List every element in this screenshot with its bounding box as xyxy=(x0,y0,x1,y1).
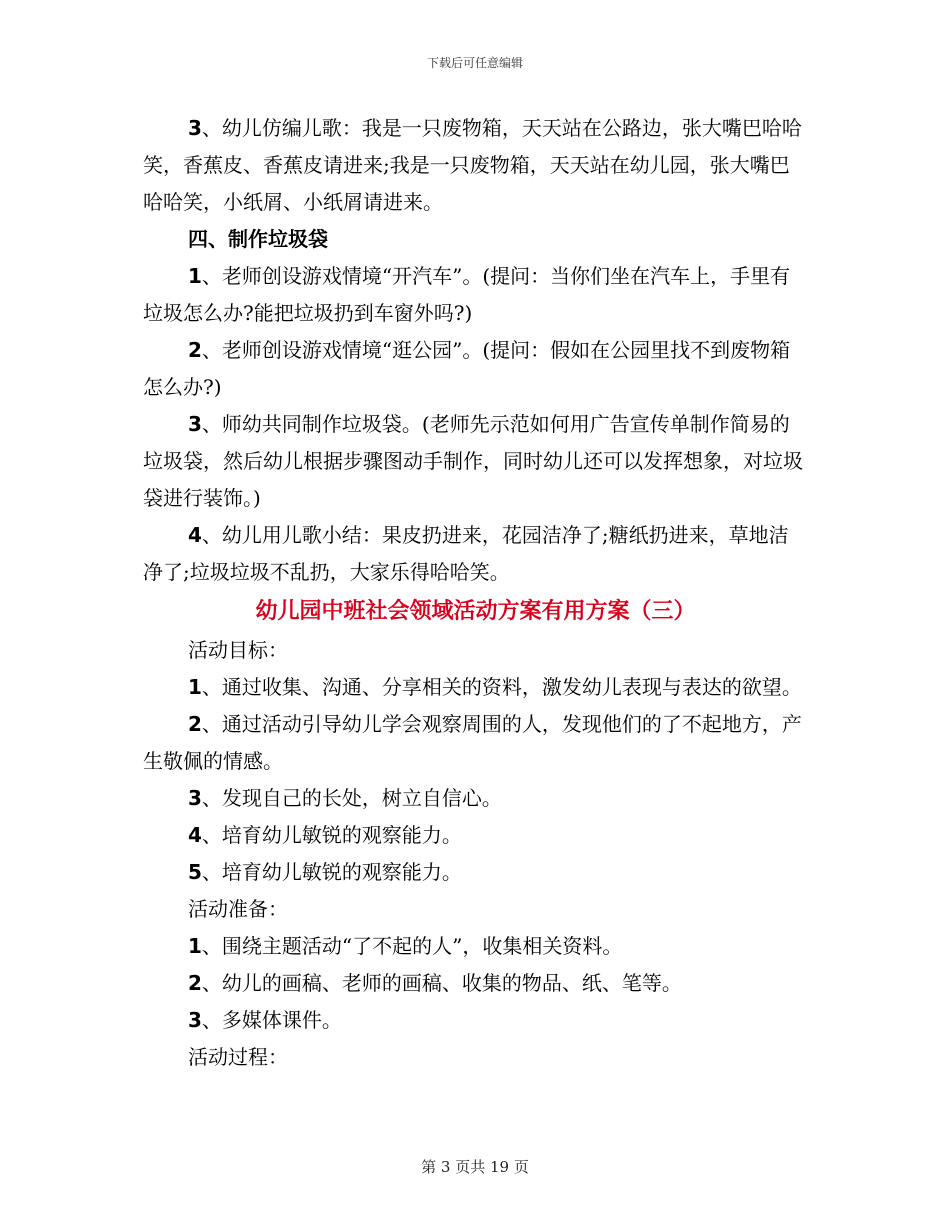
prep-item xyxy=(143,965,808,1002)
paragraph-text: 、多媒体课件。 xyxy=(201,1008,342,1032)
process-label: 活动过程： xyxy=(188,1045,288,1069)
paragraph-make-bag xyxy=(143,406,808,517)
paragraph-text: 、幼儿的画稿、老师的画稿、收集的物品、纸、笔等。 xyxy=(201,971,682,995)
item-number: 2 xyxy=(188,971,202,995)
prep-item xyxy=(143,928,808,965)
paragraph-text: 、老师创设游戏情境“逛公园”。(提问：假如在公园里找不到废物箱怎么办?) xyxy=(143,338,791,399)
prep-item xyxy=(143,1002,808,1039)
item-number: 1 xyxy=(188,264,202,288)
document-body xyxy=(143,110,808,1076)
item-number: 3 xyxy=(188,116,202,140)
goal-item xyxy=(143,854,808,891)
paragraph-summary-rhyme xyxy=(143,517,808,591)
item-number: 3 xyxy=(188,786,202,810)
goal-item xyxy=(143,706,808,780)
item-number: 2 xyxy=(188,712,202,736)
section-title: 幼儿园中班社会领域活动方案有用方案（三） xyxy=(255,599,696,624)
subheading-make-bag: 四、制作垃圾袋 xyxy=(188,227,328,251)
page-footer: 第 3 页共 19 页 xyxy=(421,1158,529,1176)
paragraph-text: 、老师创设游戏情境“开汽车”。(提问：当你们坐在汽车上，手里有垃圾怎么办?能把垃圾扔到车窗外吗?) xyxy=(143,264,791,325)
paragraph-text: 、幼儿仿编儿歌：我是一只废物箱，天天站在公路边，张大嘴巴哈哈笑，香蕉皮、香蕉皮请进来;我是一只废物箱，天天站在幼儿园，张大嘴巴哈哈笑，小纸屑、小纸屑请进来。 xyxy=(143,116,802,214)
page-header-note: 下载后可任意编辑 xyxy=(426,56,523,70)
item-number: 3 xyxy=(188,412,202,436)
paragraph-text: 、通过收集、沟通、分享相关的资料，激发幼儿表现与表达的欲望。 xyxy=(201,675,802,699)
paragraph-text: 、培育幼儿敏锐的观察能力。 xyxy=(201,823,462,847)
paragraph-text: 、培育幼儿敏锐的观察能力。 xyxy=(201,860,462,884)
item-number: 1 xyxy=(188,934,202,958)
prep-label: 活动准备： xyxy=(188,897,288,921)
goal-item xyxy=(143,817,808,854)
item-number: 3 xyxy=(188,1008,202,1032)
paragraph-rhyme xyxy=(143,110,808,221)
paragraph-text: 、发现自己的长处，树立自信心。 xyxy=(201,786,502,810)
goals-label: 活动目标： xyxy=(188,638,288,662)
paragraph-text: 、通过活动引导幼儿学会观察周围的人，发现他们的了不起地方，产生敬佩的情感。 xyxy=(143,712,802,773)
item-number: 5 xyxy=(188,860,202,884)
paragraph-text: 、幼儿用儿歌小结：果皮扔进来，花园洁净了;糖纸扔进来，草地洁净了;垃圾垃圾不乱扔，大家乐得哈哈笑。 xyxy=(143,523,789,584)
item-number: 2 xyxy=(188,338,202,362)
goal-item xyxy=(143,780,808,817)
goal-item xyxy=(143,669,808,706)
item-number: 1 xyxy=(188,675,202,699)
paragraph-drive-car xyxy=(143,258,808,332)
item-number: 4 xyxy=(188,823,202,847)
item-number: 4 xyxy=(188,523,202,547)
paragraph-text: 、围绕主题活动“了不起的人”，收集相关资料。 xyxy=(201,934,623,958)
paragraph-park xyxy=(143,332,808,406)
paragraph-text: 、师幼共同制作垃圾袋。(老师先示范如何用广告宣传单制作简易的垃圾袋，然后幼儿根据步骤图动手制作，同时幼儿还可以发挥想象，对垃圾袋进行装饰。) xyxy=(143,412,803,510)
